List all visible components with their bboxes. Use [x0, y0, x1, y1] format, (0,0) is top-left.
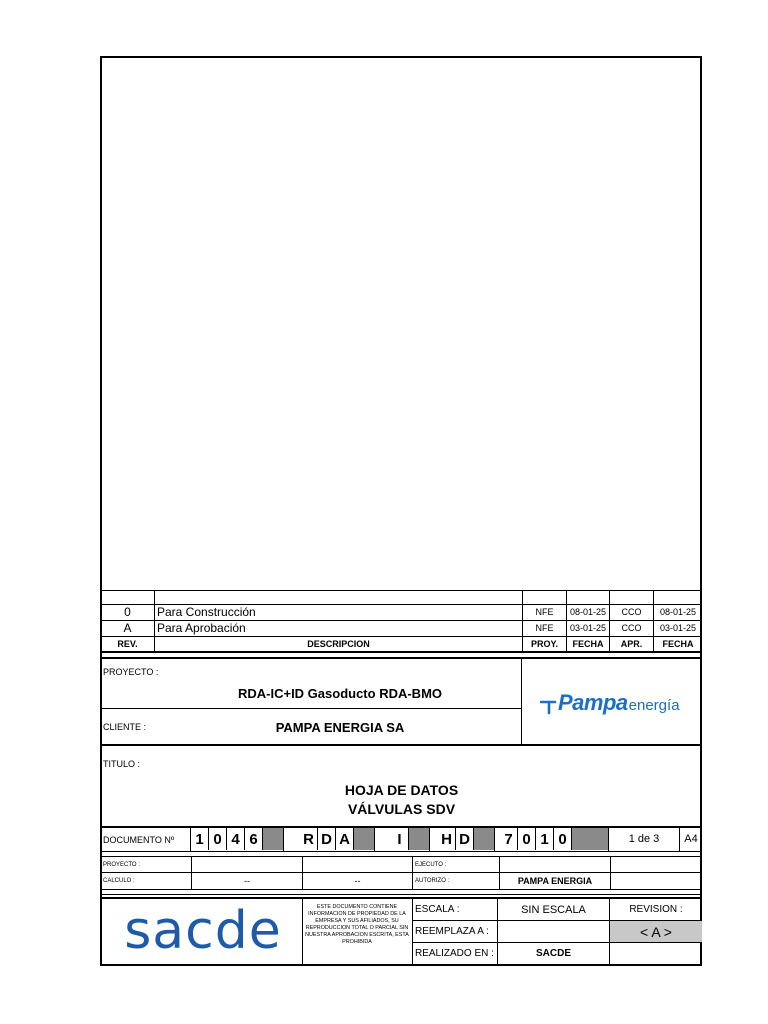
- documento-label: DOCUMENTO Nº: [103, 835, 175, 845]
- signoff-calculo-value: --: [244, 876, 250, 886]
- rev-line: [101, 590, 702, 591]
- rev-apr: CCO: [621, 607, 642, 617]
- section-line: [101, 889, 702, 890]
- signoff-autorizo-value: PAMPA ENERGIA: [517, 876, 593, 886]
- pampa-symbol-icon: [540, 695, 558, 715]
- sacde-logo: sacde: [124, 901, 282, 961]
- pampa-logo: [540, 690, 690, 720]
- section-line: [101, 708, 521, 709]
- doc-digit: A: [336, 828, 354, 850]
- doc-digit: 0: [554, 828, 572, 850]
- section-line: [101, 744, 702, 746]
- header-fecha: FECHA: [662, 639, 694, 649]
- sheet-size: A4: [684, 833, 698, 845]
- signoff-ejecuto-label: EJECUTO :: [415, 861, 447, 868]
- doc-line: [429, 827, 430, 851]
- rev-number: 0: [124, 605, 131, 619]
- doc-separator: [474, 828, 494, 850]
- doc-line: [374, 827, 375, 851]
- realizado-value: SACDE: [535, 948, 571, 959]
- cliente-label: CLIENTE :: [103, 722, 147, 732]
- doc-digit: R: [300, 828, 318, 850]
- section-line: [101, 894, 702, 895]
- rev-apr: CCO: [621, 623, 642, 633]
- signoff-calculo-value: --: [354, 876, 361, 886]
- pampa-logo-main: Pampa: [558, 690, 628, 715]
- cliente-value: PAMPA ENERGIA SA: [275, 719, 405, 735]
- rev-description: Para Construcción: [157, 605, 256, 619]
- rev-proy: NFE: [535, 623, 554, 633]
- rev-line: [101, 657, 702, 659]
- doc-digit: D: [318, 828, 336, 850]
- header-descripcion: DESCRIPCION: [307, 639, 370, 649]
- disclaimer-text: ESTE DOCUMENTO CONTIENE INFORMACION DE PROPIEDAD DE LA EMPRESA Y SUS AFILIADOS, SU REPRODUCCION TOTAL O PARCIAL SIN NUESTRA APROBACION ESCRITA, ESTA PROHIBIDA: [305, 904, 409, 945]
- rev-date: 08-01-25: [659, 607, 697, 617]
- rev-date: 03-01-25: [569, 623, 607, 633]
- signoff-proyecto-label: PROYECTO :: [103, 861, 140, 868]
- signoff-line: [610, 857, 611, 889]
- doc-digit: 6: [245, 828, 263, 850]
- proyecto-value: RDA-IC+ID Gasoducto RDA-BMO: [237, 685, 443, 701]
- doc-separator: [409, 828, 429, 850]
- reemplaza-label: REEMPLAZA A :: [415, 926, 489, 937]
- doc-digit: 1: [536, 828, 554, 850]
- header-rev: REV.: [117, 639, 138, 649]
- rev-description: Para Aprobación: [157, 621, 246, 635]
- sheet-count: 1 de 3: [628, 833, 660, 845]
- signoff-calculo-label: CALCULO :: [103, 878, 135, 884]
- escala-label: ESCALA :: [415, 904, 460, 915]
- header-proy: PROY.: [530, 639, 558, 649]
- proyecto-label: PROYECTO :: [103, 667, 159, 677]
- doc-digit: D: [456, 828, 474, 850]
- doc-digit: 0: [518, 828, 536, 850]
- pampa-logo-sub: energía: [628, 697, 680, 714]
- header-apr: APR.: [620, 639, 643, 649]
- signoff-autorizo-label: AUTORIZO :: [415, 878, 450, 884]
- doc-separator: [354, 828, 374, 850]
- titulo-line1: HOJA DE DATOS: [344, 782, 459, 798]
- rev-date: 03-01-25: [659, 623, 697, 633]
- doc-digit: 0: [209, 828, 227, 850]
- doc-line: [283, 827, 284, 851]
- titulo-label: TITULO :: [103, 759, 141, 769]
- rev-line: [101, 651, 702, 653]
- doc-digit: H: [438, 828, 456, 850]
- escala-value: SIN ESCALA: [521, 903, 586, 916]
- titulo-line2: VÁLVULAS SDV: [347, 801, 456, 817]
- doc-digit: 1: [191, 828, 209, 850]
- rev-number: A: [123, 621, 132, 635]
- doc-digit: 4: [227, 828, 245, 850]
- doc-digit: I: [391, 828, 409, 850]
- rev-date: 08-01-25: [569, 607, 607, 617]
- rev-proy: NFE: [535, 607, 554, 617]
- doc-separator: [572, 828, 608, 850]
- section-line: [101, 851, 702, 852]
- revision-value: < A >: [610, 921, 702, 942]
- doc-separator: [263, 828, 283, 850]
- header-fecha: FECHA: [572, 639, 604, 649]
- realizado-label: REALIZADO EN :: [415, 948, 494, 959]
- revision-label: REVISION :: [629, 904, 683, 915]
- doc-line: [494, 827, 495, 851]
- doc-digit: 7: [500, 828, 518, 850]
